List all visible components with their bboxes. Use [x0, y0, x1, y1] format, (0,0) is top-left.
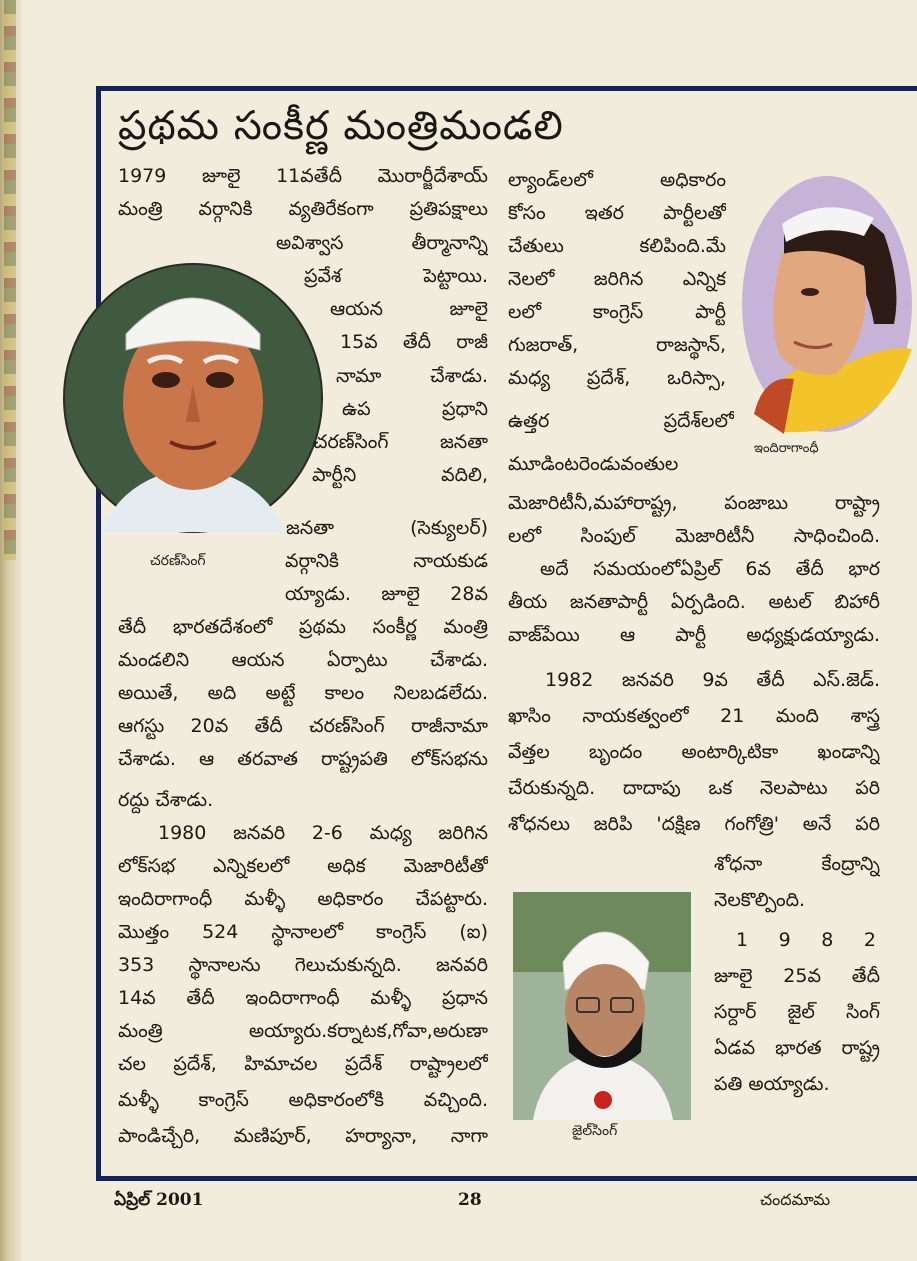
- text-line: య్యాడు. జూలై 28వ: [285, 583, 488, 605]
- text-line: కోసం ఇతర పార్టీలతో: [508, 202, 726, 224]
- text-line: ప్రవేశ పెట్టాయి.: [304, 265, 488, 287]
- text-line: 15వ తేదీ రాజీ: [340, 331, 488, 353]
- spine-binding-strip: [4, 0, 16, 560]
- text-line: నామా చేశాడు.: [336, 365, 488, 387]
- text-line: జూలై 25వ తేదీ: [714, 965, 880, 987]
- text-line: తీయ జనతాపార్టీ ఏర్పడింది. అటల్ బిహారీ: [508, 591, 880, 613]
- text-line: శోధనా కేంద్రాన్ని: [714, 853, 880, 875]
- text-line: నెలలో జరిగిన ఎన్నిక: [508, 268, 726, 290]
- text-line: చేరుకున్నది. దాదాపు ఒక నెలపాటు పరి: [508, 777, 880, 799]
- text-line: 1979 జూలై 11వతేదీ మొరార్జీదేశాయ్: [118, 165, 488, 187]
- charan-singh-portrait: [62, 262, 324, 534]
- text-line: తేదీ భారతదేశంలో ప్రథమ సంకీర్ణ మంత్రి: [118, 616, 488, 638]
- footer-page-number: 28: [458, 1190, 482, 1210]
- text-line: మెజారిటీనీ,మహారాష్ట్ర, పంజాబు రాష్ట్రా: [508, 492, 880, 514]
- text-line: వేత్తల బృందం అంటార్కిటికా ఖండాన్ని: [508, 741, 880, 763]
- text-line: లలో కాంగ్రెస్ పార్టీ: [508, 301, 726, 323]
- text-line: మళ్ళీ కాంగ్రెస్ అధికారంలోకి వచ్చింది.: [118, 1089, 488, 1111]
- charan-singh-caption: చరణ్‌సింగ్: [150, 553, 206, 569]
- page-spine: [0, 0, 22, 1261]
- text-line: 1982 జనవరి 9వ తేదీ ఎస్.జెడ్.: [545, 669, 880, 691]
- text-line: రద్దు చేశాడు.: [118, 789, 214, 811]
- footer-date: ఏప్రిల్ 2001: [114, 1190, 204, 1210]
- footer-magazine-name: చందమామ: [760, 1190, 831, 1209]
- zail-singh-caption: జైల్‌సింగ్: [572, 1123, 618, 1139]
- text-line: వాజ్‌పేయి ఆ పార్టీ అధ్యక్షుడయ్యాడు.: [508, 624, 880, 646]
- text-line: గుజరాత్, రాజస్థాన్,: [508, 334, 726, 356]
- text-line: వర్గానికి నాయకుడ: [285, 550, 488, 572]
- text-line: ల్యాండ్‌లలో అధికారం: [508, 169, 726, 191]
- text-line: ఆయన జూలై: [330, 298, 488, 320]
- text-line: ఖాసిం నాయకత్వంలో 21 మంది శాస్త్ర: [508, 705, 880, 727]
- zail-singh-photo: [513, 892, 691, 1120]
- text-line: పార్టీని వదిలి,: [312, 464, 488, 486]
- text-line: అయితే, అది అట్టే కాలం నిలబడలేదు.: [118, 682, 488, 704]
- text-line: మొత్తం 524 స్థానాలలో కాంగ్రెస్ (ఐ): [118, 921, 488, 943]
- text-line: సర్దార్ జైల్ సింగ్: [714, 1001, 880, 1023]
- text-line: మూడింటరెండువంతుల: [508, 453, 679, 475]
- text-line: చరణ్‌సింగ్ జనతా: [313, 431, 488, 453]
- text-line: జనతా (సెక్యులర్): [286, 517, 488, 539]
- indira-gandhi-portrait: [724, 174, 914, 444]
- text-line: అవిశ్వాస తీర్మానాన్ని: [276, 232, 488, 254]
- text-line: ఆగస్టు 20వ తేదీ చరణ్‌సింగ్ రాజీనామా: [118, 715, 488, 737]
- article-title: ప్రథమ సంకీర్ణ మంత్రిమండలి: [118, 103, 564, 149]
- text-line: లలో సింపుల్ మెజారిటీనీ సాధించింది.: [508, 525, 880, 547]
- text-line: పతి అయ్యాడు.: [714, 1073, 830, 1095]
- text-line: మంత్రి వర్గానికి వ్యతిరేకంగా ప్రతిపక్షాలు: [118, 198, 488, 220]
- text-line: అదే సమయంలోఏప్రిల్ 6వ తేదీ భార: [540, 558, 880, 580]
- text-line: ఉత్తర ప్రదేశ్‌లలో: [508, 410, 734, 432]
- text-line: ఇందిరాగాంధీ మళ్ళీ అధికారం చేపట్టారు.: [118, 888, 488, 910]
- text-line: చేశాడు. ఆ తరవాత రాష్ట్రపతి లోక్‌సభను: [118, 748, 488, 770]
- text-line: లోక్‌సభ ఎన్నికలలో అధిక మెజారిటీతో: [118, 855, 488, 877]
- text-line: నెలకొల్పింది.: [714, 889, 806, 911]
- text-line: ఏడవ భారత రాష్ట్ర: [714, 1037, 880, 1059]
- text-line: మండలిని ఆయన ఏర్పాటు చేశాడు.: [118, 649, 488, 671]
- text-line: పాండిచ్చేరి, మణిపూర్, హర్యానా, నాగా: [118, 1125, 488, 1147]
- indira-gandhi-caption: ఇందిరాగాంధీ: [754, 441, 819, 456]
- text-line: చేతులు కలిపింది.మే: [508, 235, 726, 257]
- text-line: ఉప ప్రధాని: [342, 398, 488, 420]
- text-line: 353 స్థానాలను గెలుచుకున్నది. జనవరి: [118, 954, 488, 976]
- text-line: 1980 జనవరి 2-6 మధ్య జరిగిన: [158, 822, 488, 844]
- text-line: 14వ తేదీ ఇందిరాగాంధీ మళ్ళీ ప్రధాన: [118, 987, 488, 1009]
- text-line: మధ్య ప్రదేశ్, ఒరిస్సా,: [508, 367, 726, 389]
- text-line: 1 9 8 2: [736, 929, 876, 951]
- text-line: చల ప్రదేశ్, హిమాచల ప్రదేశ్ రాష్ట్రాలలో: [118, 1053, 488, 1075]
- text-line: శోధనలు జరిపి 'దక్షిణ గంగోత్రి' అనే పరి: [508, 813, 880, 835]
- text-line: మంత్రి అయ్యారు.కర్నాటక,గోవా,అరుణా: [118, 1020, 488, 1042]
